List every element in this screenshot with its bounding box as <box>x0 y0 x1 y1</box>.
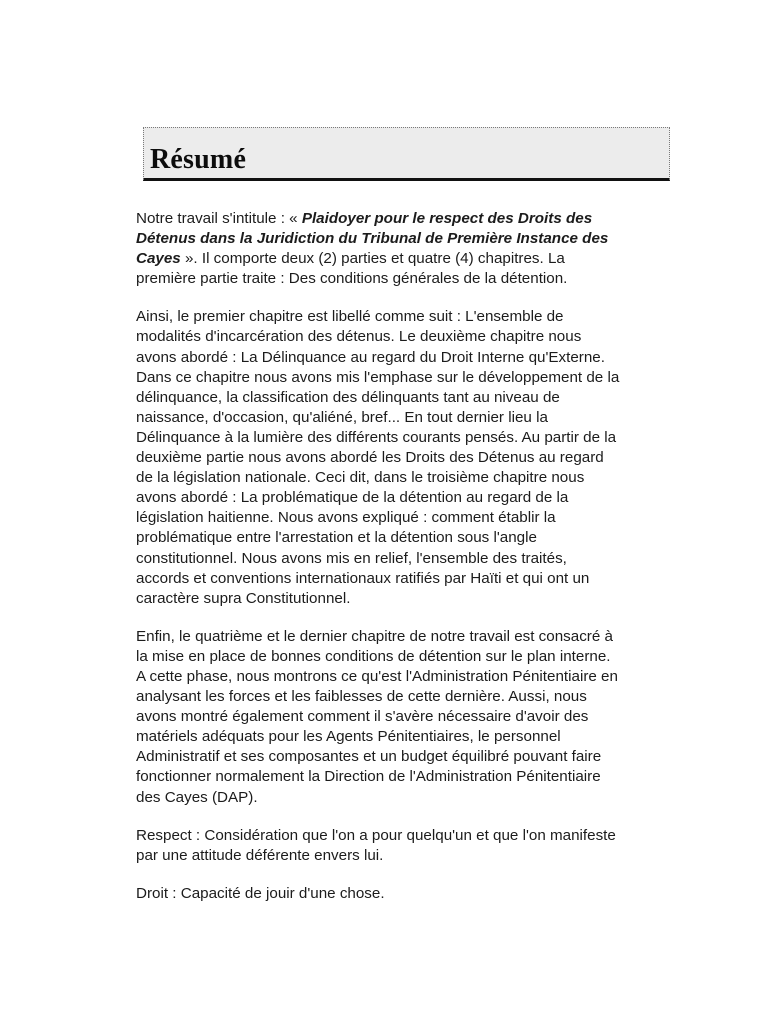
paragraph-4 <box>136 826 681 866</box>
text-line <box>136 826 681 846</box>
text-run: des Cayes (DAP). <box>136 788 258 806</box>
text-line <box>136 428 681 448</box>
text-line <box>136 589 681 609</box>
text-run: de la législation nationale. Ceci dit, dans le troisième chapitre nous <box>136 469 585 487</box>
text-run: Enfin, le quatrième et le dernier chapitre de notre travail est consacré à <box>136 627 613 645</box>
text-run: A cette phase, nous montrons ce qu'est l'Administration Pénitentiaire en <box>136 667 618 685</box>
text-line <box>136 307 681 327</box>
text-run: Dans ce chapitre nous avons mis l'emphase sur le développement de la <box>136 368 620 386</box>
text-line <box>136 687 681 707</box>
text-run: deuxième partie nous avons abordé les Droits des Détenus au regard <box>136 449 604 467</box>
text-line <box>136 448 681 468</box>
text-run: fonctionner normalement la Direction de l'Administration Pénitentiaire <box>136 768 601 786</box>
text-run: ». Il comporte deux (2) parties et quatre (4) chapitres. La <box>180 250 565 268</box>
text-run: matériels adéquats pour les Agents Pénitentiaires, le personnel <box>136 728 561 746</box>
text-line <box>136 408 681 428</box>
emphasized-text: Détenus dans la Juridiction du Tribunal de Première Instance des <box>136 230 609 248</box>
heading-box <box>143 127 670 181</box>
text-run: accords et conventions internationaux ratifiés par Haïti et qui ont un <box>136 569 590 587</box>
text-run: problématique entre l'arrestation et la détention sous l'angle <box>136 529 537 547</box>
paragraph-2 <box>136 307 681 608</box>
text-line <box>136 846 681 866</box>
paragraph-1 <box>136 209 681 289</box>
text-run: délinquance, la classification des délinquants tant au niveau de <box>136 388 560 406</box>
emphasized-text: Plaidoyer pour le respect des Droits des <box>301 210 593 227</box>
paragraph-3 <box>136 627 681 808</box>
text-run: caractère supra Constitutionnel. <box>136 589 351 607</box>
text-run: la mise en place de bonnes conditions de détention sur le plan interne. <box>136 647 611 665</box>
text-run: Délinquance à la lumière des différents courants pensés. Au partir de la <box>136 428 617 446</box>
text-line <box>136 667 681 687</box>
text-line <box>136 747 681 767</box>
text-run: Administratif et ses composantes et un budget équilibré pouvant faire <box>136 748 602 766</box>
text-line <box>136 707 681 727</box>
text-run: modalités d'incarcération des détenus. Le deuxième chapitre nous <box>136 328 582 346</box>
text-run: Ainsi, le premier chapitre est libellé comme suit : L'ensemble de <box>136 308 564 326</box>
page-title: Résumé <box>150 144 247 175</box>
text-run: analysant les forces et les faiblesses de cette dernière. Aussi, nous <box>136 688 587 706</box>
text-line <box>136 249 681 269</box>
text-run: première partie traite : Des conditions générales de la détention. <box>136 270 568 288</box>
text-line <box>136 528 681 548</box>
text-line <box>136 727 681 747</box>
text-run: par une attitude déférente envers lui. <box>136 846 384 864</box>
text-run: constitutionnel. Nous avons mis en relief, l'ensemble des traités, <box>136 549 567 567</box>
text-line <box>136 884 681 904</box>
text-run: avons montré également comment il s'avère nécessaire d'avoir des <box>136 708 589 726</box>
text-line <box>136 209 681 229</box>
text-run: naissance, d'occasion, qu'aliéné, bref... En tout dernier lieu la <box>136 408 548 426</box>
text-line <box>136 788 681 808</box>
text-line <box>136 488 681 508</box>
emphasized-text: Cayes <box>136 250 181 268</box>
text-line <box>136 627 681 647</box>
text-line <box>136 388 681 408</box>
text-run: législation haitienne. Nous avons expliqué : comment établir la <box>136 509 556 527</box>
text-line <box>136 549 681 569</box>
text-line <box>136 368 681 388</box>
text-line <box>136 508 681 528</box>
text-line <box>136 229 681 249</box>
text-line <box>136 767 681 787</box>
text-line <box>136 569 681 589</box>
text-line <box>136 647 681 667</box>
text-run: Notre travail s'intitule : « <box>136 210 302 227</box>
text-run: avons abordé : La Délinquance au regard du Droit Interne qu'Externe. <box>136 348 605 366</box>
text-run: Droit : Capacité de jouir d'une chose. <box>136 884 385 902</box>
text-run: avons abordé : La problématique de la détention au regard de la <box>136 489 569 507</box>
paragraph-5 <box>136 884 681 904</box>
text-line <box>136 269 681 289</box>
body-text <box>136 209 681 922</box>
text-line <box>136 348 681 368</box>
text-line <box>136 468 681 488</box>
text-line <box>136 327 681 347</box>
text-run: Respect : Considération que l'on a pour quelqu'un et que l'on manifeste <box>136 826 616 844</box>
